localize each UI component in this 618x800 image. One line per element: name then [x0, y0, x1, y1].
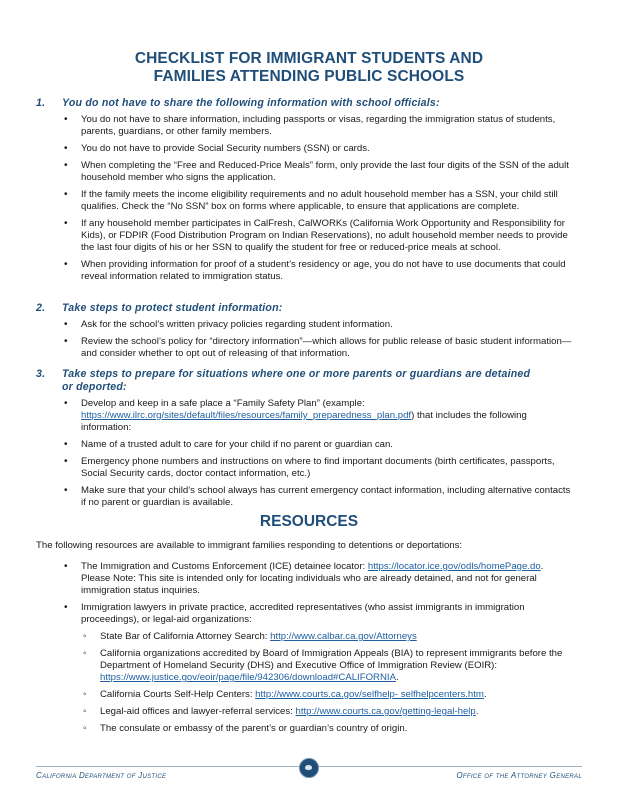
courts-text-end: .	[483, 689, 487, 700]
ice-locator-link[interactable]: https://locator.ice.gov/odls/homePage.do	[367, 561, 541, 572]
resources-title: RESOURCES	[259, 513, 359, 530]
list-item: • Emergency phone numbers and instructions on where to find important documents (birth certificates, passports, Social Security cards, doctor contact information, etc.)	[62, 456, 574, 480]
section-1-heading	[36, 97, 576, 110]
section-3-heading	[36, 368, 576, 394]
sub-list-item	[81, 648, 574, 684]
list-item	[62, 602, 574, 735]
family-plan-text: Develop and keep in a safe place a “Family Safety Plan” (example:	[81, 398, 365, 409]
section-2-list	[62, 319, 574, 360]
family-plan-link[interactable]: https://www.ilrc.org/sites/default/files/resources/family_preparedness_plan.pdf	[81, 410, 412, 421]
ice-text-end: . Please Note: This site is intended only for locating individuals who are already detained, and not for general immigration status inquiries.	[81, 561, 544, 596]
list-item: • You do not have to share information, including passports or visas, regarding the immigration status of students, parents, guardians, or other family members.	[62, 114, 574, 138]
legal-aid-text: Legal-aid offices and lawyer-referral services:	[100, 706, 296, 717]
courts-self-help-link[interactable]: http://www.courts.ca.gov/selfhelp- selfhelpcenters.htm	[255, 689, 484, 700]
section-2-heading	[36, 302, 576, 315]
bia-link[interactable]: https://www.justice.gov/eoir/page/file/942306/download#CALIFORNIA	[100, 672, 396, 683]
legal-sub-list	[81, 631, 574, 735]
title-line-1: CHECKLIST FOR IMMIGRANT STUDENTS AND	[134, 50, 484, 67]
list-item: • You do not have to provide Social Security numbers (SSN) or cards.	[62, 143, 574, 155]
legal-aid-link[interactable]: http://www.courts.ca.gov/getting-legal-help	[295, 706, 476, 717]
list-item: • If the family meets the income eligibility requirements and no adult household member has a SSN, your child still qualifies. Check the “No SSN” box on forms where applicable, to ensure that applications are complete.	[62, 189, 574, 213]
list-item: • If any household member participates in CalFresh, CalWORKs (California Work Opportunity and Responsibility for Kids), or FDPIR (Food Distribution Program on Indian Reservations), no adult household member needs to provide the last four digits of his or her SSN to qualify the student for free or reduced-price meals at school.	[62, 218, 574, 254]
list-item	[62, 561, 574, 597]
footer-left-label: California Department of Justice	[36, 771, 167, 780]
sub-list-item	[81, 706, 574, 718]
section-1-list	[62, 114, 574, 283]
list-item	[62, 398, 574, 434]
footer-right-label: Office of the Attorney General	[456, 771, 582, 780]
sub-list-item: ◦ The consulate or embassy of the parent’s or guardian’s country of origin.	[81, 723, 574, 735]
courts-text: California Courts Self-Help Centers:	[100, 689, 256, 700]
section-1-number: 1.	[36, 97, 46, 109]
sub-list-item	[81, 631, 574, 643]
family-plan-text-end: ) that includes the following information:	[81, 410, 527, 433]
section-2-heading-text: Take steps to protect student information:	[62, 302, 283, 314]
legal-aid-text-end: .	[475, 706, 479, 717]
state-seal-icon	[299, 758, 319, 778]
section-3-heading-cont: or deported:	[62, 381, 127, 393]
bia-text-end: .	[395, 672, 399, 683]
section-3-heading-text: Take steps to prepare for situations where one or more parents or guardians are detained	[62, 368, 531, 380]
list-item: • When providing information for proof of a student’s residency or age, you do not have to use documents that could reveal information related to immigration status.	[62, 259, 574, 283]
title-line-2: FAMILIES ATTENDING PUBLIC SCHOOLS	[153, 68, 465, 85]
list-item: • Make sure that your child’s school always has current emergency contact information, including alternative contacts if no parent or guardian is available.	[62, 485, 574, 509]
lawyers-text: Immigration lawyers in private practice, accredited representatives (who assist immigrants in immigration proceedings), or legal-aid organizations:	[81, 602, 525, 625]
resources-intro: The following resources are available to immigrant families responding to detentions or deportations:	[36, 540, 463, 551]
section-2-number: 2.	[36, 302, 46, 314]
state-bar-text: State Bar of California Attorney Search:	[100, 631, 271, 642]
list-item: • Ask for the school’s written privacy policies regarding student information.	[62, 319, 574, 331]
list-item: • When completing the “Free and Reduced-Price Meals” form, only provide the last four digits of the SSN of the adult household member who signs the application.	[62, 160, 574, 184]
section-3-list	[62, 398, 574, 509]
page-title	[0, 50, 618, 86]
list-item: • Name of a trusted adult to care for your child if no parent or guardian can.	[62, 439, 574, 451]
list-item: • Review the school’s policy for “directory information”—which allows for public release of basic student information—and consider whether to opt out of releasing of that information.	[62, 336, 574, 360]
ice-text: The Immigration and Customs Enforcement (ICE) detainee locator:	[81, 561, 368, 572]
state-bar-link[interactable]: http://www.calbar.ca.gov/Attorneys	[270, 631, 417, 642]
sub-list-item	[81, 689, 574, 701]
bia-text: California organizations accredited by Board of Immigration Appeals (BIA) to represent immigrants before the Department of Homeland Security (DHS) and Executive Office of Immigration Review (EOIR):	[100, 648, 563, 671]
resources-list	[62, 561, 574, 735]
section-1-heading-text: You do not have to share the following information with school officials:	[62, 97, 440, 109]
section-3-number: 3.	[36, 368, 46, 380]
